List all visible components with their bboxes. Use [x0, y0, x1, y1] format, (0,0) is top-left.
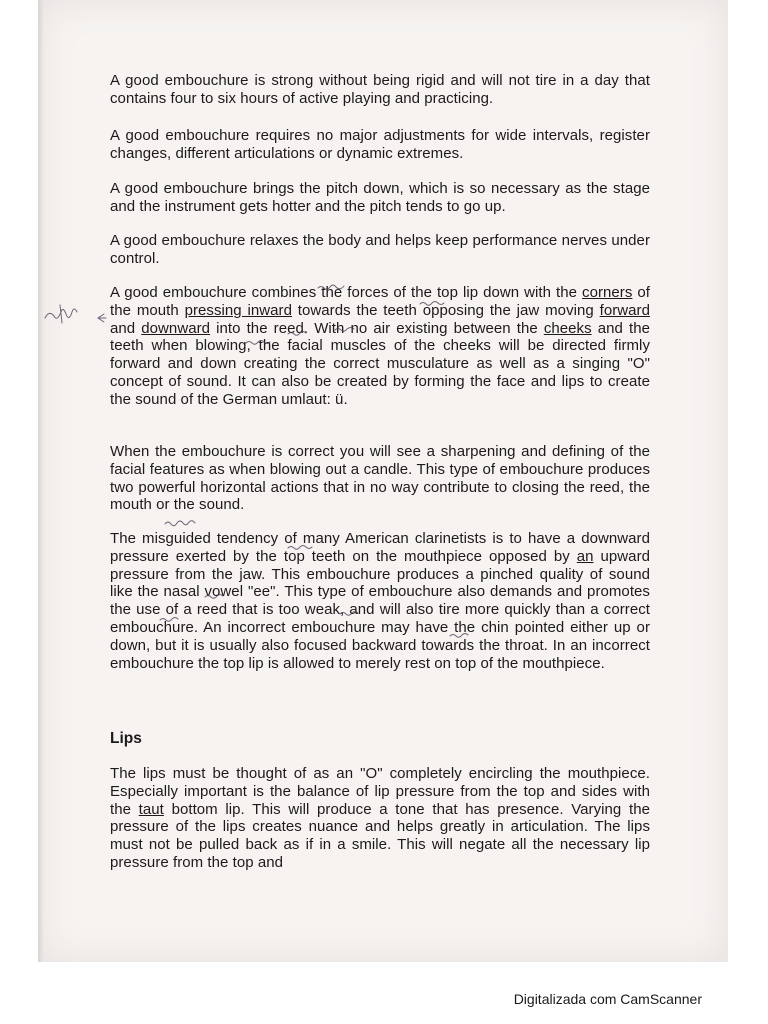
text-segment: into the reed. With no air existing between the — [210, 319, 544, 337]
text-segment: When the embouchure is correct you will see a sharpening and defining of the facial features as when blowing out a candle. This type of embouchure produces two powerful horizontal actions that in no way contribute to closing the reed, the mouth or the sound. — [110, 443, 650, 514]
text-segment: towards the teeth opposing the jaw moving — [291, 301, 600, 319]
text-segment: bottom lip. This will produce a tone that has presence. Varying the pressure of the lips creates nuance and helps greatly in articulation. The lips must not be pulled back as if in a smile. This will negate all the necessary lip pressure from the top and — [110, 800, 650, 871]
section-heading-lips: Lips — [110, 730, 142, 747]
underlined-text: cheeks — [543, 319, 592, 337]
text-segment: upward pressure from the jaw. This embouchure produces a pinched quality of sound like the nasal vowel "ee". This type of embouchure also demands and promotes the use of a reed that is too weak, and will also tire more quickly than a correct embouchure. An incorrect embouchure may have the chin pointed either up or down, but it is usually also focused backward towards the throat. In an incorrect embouchure the top lip is allowed to merely rest on top of the mouthpiece. — [110, 547, 651, 672]
paragraph-correct-embouchure — [110, 443, 650, 514]
text-segment: A good embouchure requires no major adjustments for wide intervals, register changes, different articulations or dynamic extremes. — [110, 127, 650, 162]
underlined-text: forward — [599, 301, 650, 319]
underlined-text: an — [576, 547, 594, 565]
underlined-text: corners — [582, 284, 633, 301]
text-segment: The misguided tendency of many American clarinetists is to have a downward pressure exerted by the top teeth on the mouthpiece opposed by — [110, 530, 650, 565]
underlined-text: downward — [141, 319, 211, 337]
paragraph-no-adjustments — [110, 127, 650, 163]
text-segment: and — [110, 319, 142, 337]
paper-left-edge-shadow — [38, 0, 44, 962]
text-segment: A good embouchure relaxes the body and helps keep performance nerves under control. — [110, 232, 650, 267]
paragraph-relaxes-body — [110, 232, 650, 268]
text-segment: A good embouchure is strong without being rigid and will not tire in a day that contains four to six hours of active playing and practicing. — [110, 72, 650, 107]
text-segment: The lips must be thought of as an "O" completely encircling the mouthpiece. Especially important is the balance of lip pressure from the top and sides with the — [110, 765, 650, 818]
text-segment: and the teeth when blowing, the facial muscles of the cheeks will be directed firmly forward and down creating the correct musculature as well as a singing "O" concept of sound. It can also be created by forming the face and lips to create the sound of the German umlaut: ü. — [110, 319, 650, 408]
paragraph-strong-embouchure — [110, 72, 650, 108]
paragraph-lips — [110, 765, 650, 872]
text-segment: A good embouchure brings the pitch down, which is so necessary as the stage and the instrument gets hotter and the pitch tends to go up. — [110, 180, 650, 215]
underlined-text: pressing inward — [184, 301, 292, 319]
text-segment: of the mouth — [110, 284, 651, 319]
scanner-watermark: Digitalizada com CamScanner — [513, 991, 702, 1007]
paragraph-combines-forces — [110, 284, 650, 409]
paragraph-misguided-tendency — [110, 530, 650, 672]
paragraph-pitch-down — [110, 180, 650, 216]
text-segment: A good embouchure combines the forces of the top lip down with the — [110, 284, 583, 301]
underlined-text: taut — [138, 800, 164, 818]
